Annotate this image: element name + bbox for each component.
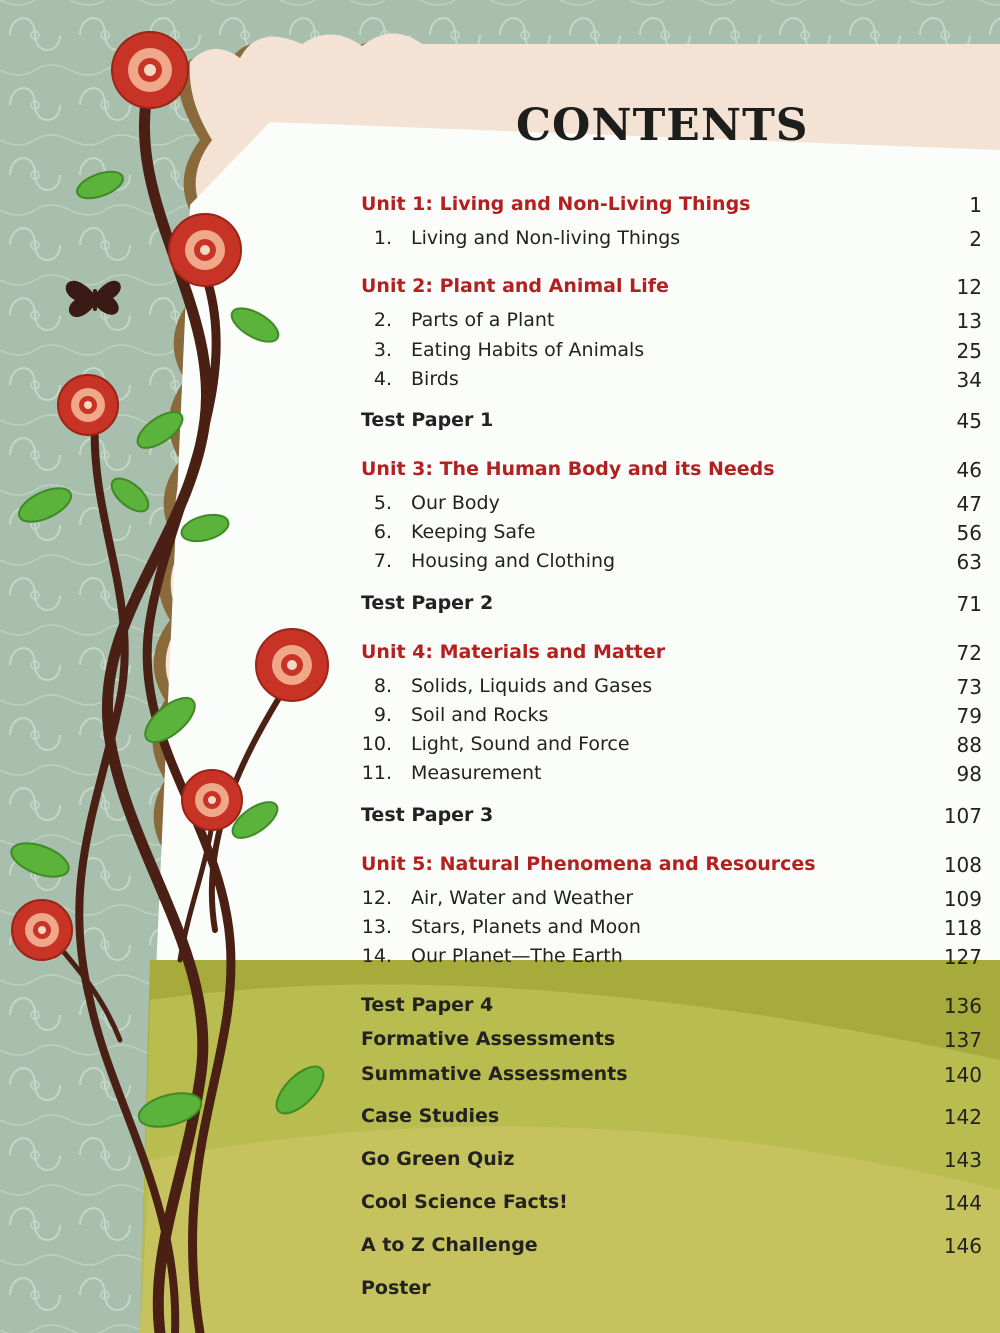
toc-entry-label: Formative Assessments [361, 1028, 616, 1050]
chapter-number: 14. [361, 945, 392, 967]
toc-entry-label: A to Z Challenge [361, 1234, 538, 1256]
toc-chapter-row [0, 492, 1000, 522]
page-number: 107 [943, 804, 982, 828]
toc-section-row [0, 1277, 1000, 1307]
toc-unit-row [0, 641, 1000, 671]
toc-unit-row [0, 193, 1000, 223]
toc-entry-label: Air, Water and Weather [411, 887, 634, 909]
page-number: 79 [956, 704, 982, 728]
toc-entry-label: Test Paper 3 [361, 804, 494, 826]
toc-entry-label: Case Studies [361, 1105, 500, 1127]
toc-section-row [0, 804, 1000, 834]
toc-entry-label: Unit 1: Living and Non-Living Things [361, 193, 751, 215]
toc-section-row [0, 1191, 1000, 1221]
toc-entry-label: Unit 5: Natural Phenomena and Resources [361, 853, 816, 875]
toc-entry-label: Unit 4: Materials and Matter [361, 641, 666, 663]
page-number: 143 [943, 1148, 982, 1172]
page-number: 46 [956, 458, 982, 482]
page-number: 63 [956, 550, 982, 574]
toc-unit-row [0, 853, 1000, 883]
page-number: 72 [956, 641, 982, 665]
toc-unit-row [0, 275, 1000, 305]
chapter-number: 10. [361, 733, 392, 755]
page-number: 56 [956, 521, 982, 545]
chapter-number: 2. [373, 309, 392, 331]
chapter-number: 8. [373, 675, 392, 697]
page-number: 73 [956, 675, 982, 699]
toc-entry-label: Living and Non-living Things [411, 227, 681, 249]
toc-chapter-row [0, 339, 1000, 369]
toc-entry-label: Birds [411, 368, 459, 390]
toc-entry-label: Parts of a Plant [411, 309, 555, 331]
toc-entry-label: Our Body [411, 492, 500, 514]
toc-entry-label: Stars, Planets and Moon [411, 916, 641, 938]
page-number: 136 [943, 994, 982, 1018]
page-number: 13 [956, 309, 982, 333]
chapter-number: 13. [361, 916, 392, 938]
chapter-number: 1. [373, 227, 392, 249]
page-number: 140 [943, 1063, 982, 1087]
toc-chapter-row [0, 227, 1000, 257]
toc-section-row [0, 1028, 1000, 1058]
toc-section-row [0, 1063, 1000, 1093]
page-number: 142 [943, 1105, 982, 1129]
toc-entry-label: Eating Habits of Animals [411, 339, 645, 361]
page-number: 109 [943, 887, 982, 911]
page-number: 47 [956, 492, 982, 516]
page-number: 88 [956, 733, 982, 757]
page-number: 34 [956, 368, 982, 392]
toc-entry-label: Light, Sound and Force [411, 733, 630, 755]
toc-section-row [0, 1148, 1000, 1178]
toc-chapter-row [0, 675, 1000, 705]
page-number: 71 [956, 592, 982, 616]
toc-unit-row [0, 458, 1000, 488]
page-number: 144 [943, 1191, 982, 1215]
toc-entry-label: Unit 2: Plant and Animal Life [361, 275, 669, 297]
toc-chapter-row [0, 368, 1000, 398]
page-number: 12 [956, 275, 982, 299]
page-number: 146 [943, 1234, 982, 1258]
toc-chapter-row [0, 704, 1000, 734]
toc-entry-label: Solids, Liquids and Gases [411, 675, 653, 697]
page-title: CONTENTS [516, 100, 809, 151]
toc-chapter-row [0, 550, 1000, 580]
toc-section-row [0, 592, 1000, 622]
toc-chapter-row [0, 916, 1000, 946]
toc-section-row [0, 994, 1000, 1024]
toc-entry-label: Poster [361, 1277, 431, 1299]
toc-entry-label: Go Green Quiz [361, 1148, 515, 1170]
toc-entry-label: Test Paper 2 [361, 592, 494, 614]
page-number: 25 [956, 339, 982, 363]
chapter-number: 3. [373, 339, 392, 361]
toc-chapter-row [0, 887, 1000, 917]
toc-entry-label: Measurement [411, 762, 542, 784]
page-number: 108 [943, 853, 982, 877]
toc-entry-label: Test Paper 1 [361, 409, 494, 431]
page-number: 137 [943, 1028, 982, 1052]
toc-entry-label: Unit 3: The Human Body and its Needs [361, 458, 775, 480]
toc-entry-label: Cool Science Facts! [361, 1191, 568, 1213]
page-number: 45 [956, 409, 982, 433]
toc-chapter-row [0, 733, 1000, 763]
chapter-number: 9. [373, 704, 392, 726]
chapter-number: 11. [361, 762, 392, 784]
toc-chapter-row [0, 521, 1000, 551]
toc-chapter-row [0, 945, 1000, 975]
toc-entry-label: Soil and Rocks [411, 704, 549, 726]
chapter-number: 12. [361, 887, 392, 909]
chapter-number: 4. [373, 368, 392, 390]
toc-entry-label: Our Planet—The Earth [411, 945, 623, 967]
chapter-number: 7. [373, 550, 392, 572]
page-number: 2 [969, 227, 982, 251]
page-number: 118 [943, 916, 982, 940]
page-number: 127 [943, 945, 982, 969]
toc-entry-label: Keeping Safe [411, 521, 536, 543]
page-number: 1 [969, 193, 982, 217]
toc-entry-label: Test Paper 4 [361, 994, 494, 1016]
chapter-number: 5. [373, 492, 392, 514]
toc-entry-label: Housing and Clothing [411, 550, 616, 572]
toc-chapter-row [0, 762, 1000, 792]
toc-chapter-row [0, 309, 1000, 339]
toc-section-row [0, 1105, 1000, 1135]
toc-section-row [0, 409, 1000, 439]
toc-entry-label: Summative Assessments [361, 1063, 628, 1085]
chapter-number: 6. [373, 521, 392, 543]
page-number: 98 [956, 762, 982, 786]
toc-section-row [0, 1234, 1000, 1264]
